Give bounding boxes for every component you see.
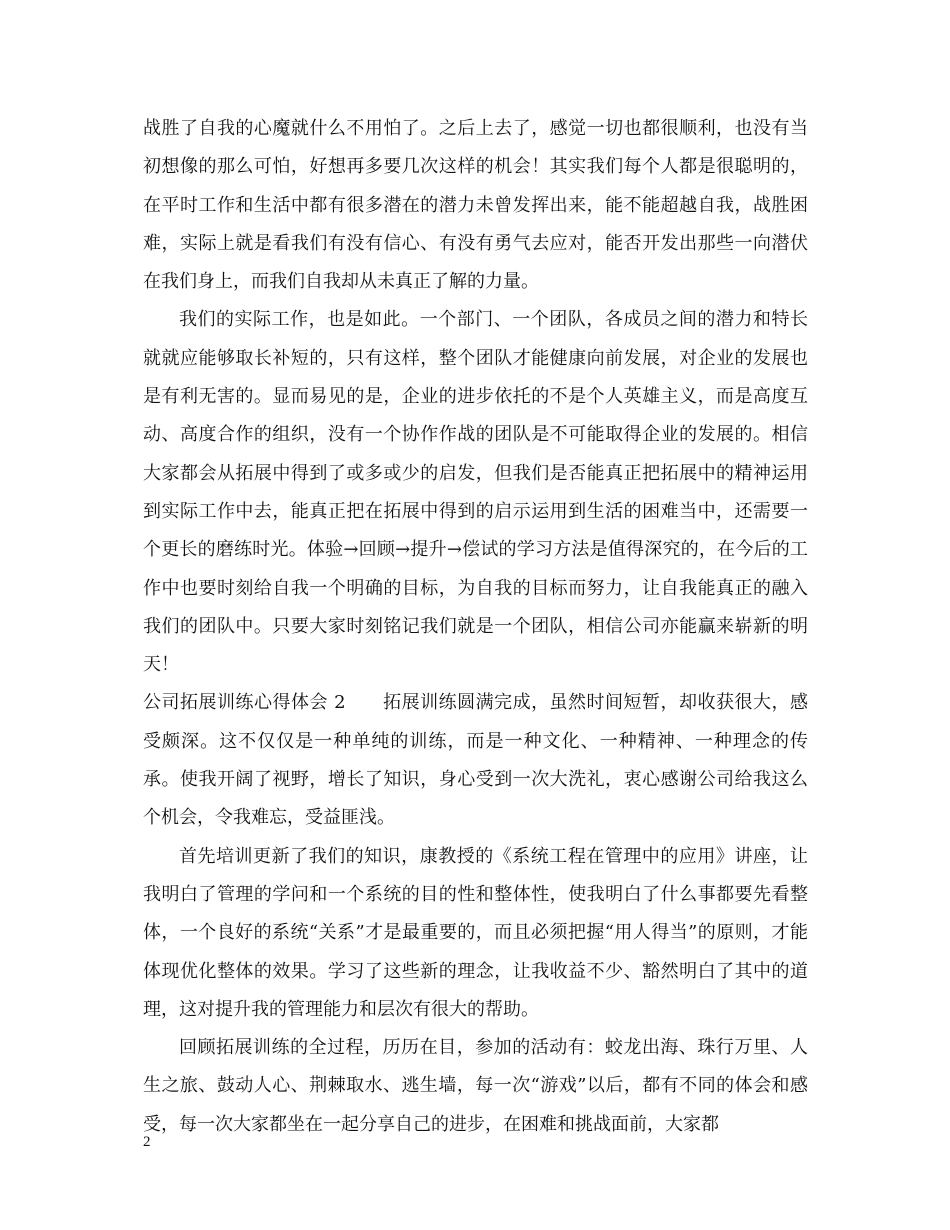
- page-body: [143, 110, 808, 1144]
- paragraph-training-knowledge: 首先培训更新了我们的知识，康教授的《系统工程在管理中的应用》讲座，让我明白了管理的学问和一个系统的目的性和整体性，使我明白了什么事都要先看整体，一个良好的系统“关系”才是最重要的，而且必须把握“用人得当”的原则，才能体现优化整体的效果。学习了这些新的理念，让我收益不少、豁然明白了其中的道理，这对提升我的管理能力和层次有很大的帮助。: [143, 845, 808, 1020]
- section-title: 公司拓展训练心得体会 2: [143, 692, 346, 714]
- page-number: 2: [143, 1134, 151, 1150]
- section-gap: [346, 692, 383, 713]
- section-first-paragraph: 拓展训练圆满完成，虽然时间短暂，却收获很大，感受颇深。这不仅仅是一种单纯的训练，而是一种文化、一种精神、一种理念的传承。使我开阔了视野，增长了知识，身心受到一次大洗礼，衷心感谢公司给我这么个机会，令我难忘，受益匪浅。: [143, 692, 808, 829]
- section-intro-paragraph: [143, 684, 808, 837]
- paragraph-teamwork: 我们的实际工作，也是如此。一个部门、一个团队，各成员之间的潜力和特长就就应能够取长补短的，只有这样，整个团队才能健康向前发展，对企业的发展也是有利无害的。显而易见的是，企业的进步依托的不是个人英雄主义，而是高度互动、高度合作的组织，没有一个协作作战的团队是不可能取得企业的发展的。相信大家都会从拓展中得到了或多或少的启发，但我们是否能真正把拓展中的精神运用到实际工作中去，能真正把在拓展中得到的启示运用到生活的困难当中，还需要一个更长的磨练时光。体验→回顾→提升→偿试的学习方法是值得深究的，在今后的工作中也要时刻给自我一个明确的目标，为自我的目标而努力，让自我能真正的融入我们的团队中。只要大家时刻铭记我们就是一个团队，相信公司亦能赢来崭新的明天！: [143, 309, 808, 676]
- paragraph-continuation: 战胜了自我的心魔就什么不用怕了。之后上去了，感觉一切也都很顺利，也没有当初想像的那么可怕，好想再多要几次这样的机会！其实我们每个人都是很聪明的，在平时工作和生活中都有很多潜在的潜力未曾发挥出来，能不能超越自我，战胜困难，实际上就是看我们有没有信心、有没有勇气去应对，能否开发出那些一向潜伏在我们身上，而我们自我却从未真正了解的力量。: [143, 118, 808, 293]
- paragraph-training-review: 回顾拓展训练的全过程，历历在目，参加的活动有：蛟龙出海、珠行万里、人生之旅、鼓动人心、荆棘取水、逃生墙，每一次“游戏”以后，都有不同的体会和感受，每一次大家都坐在一起分享自己的进步，在困难和挑战面前，大家都: [143, 1037, 808, 1135]
